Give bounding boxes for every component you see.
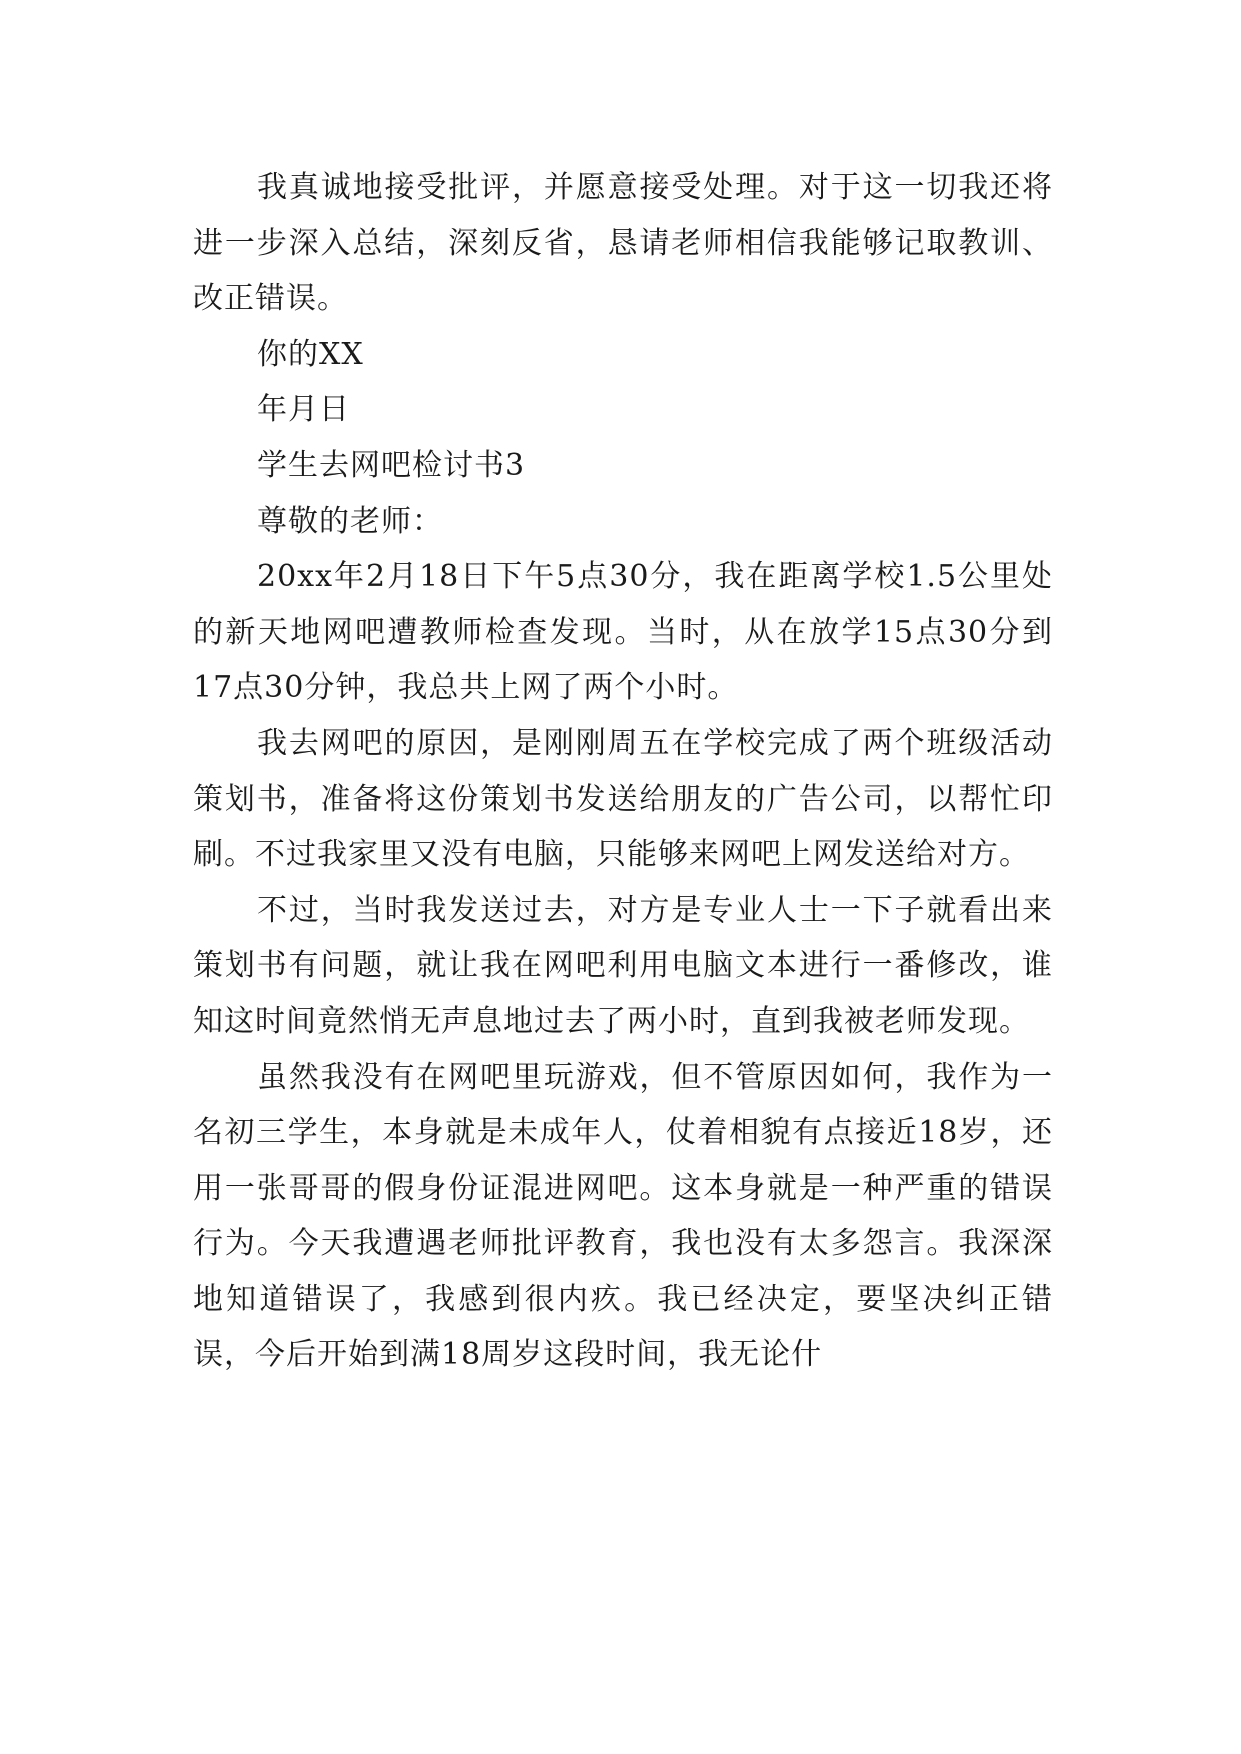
paragraph-explanation: 不过，当时我发送过去，对方是专业人士一下子就看出来策划书有问题，就让我在网吧利用电脑文本进行一番修改，谁知这时间竟然悄无声息地过去了两小时，直到我被老师发现。 — [193, 892, 1053, 1039]
section-title: 学生去网吧检讨书3 — [257, 447, 526, 483]
paragraph-reflection: 虽然我没有在网吧里玩游戏，但不管原因如何，我作为一名初三学生，本身就是未成年人，仗着相貌有点接近18岁，还用一张哥哥的假身份证混进网吧。这本身就是一种严重的错误行为。今天我遭遇老师批评教育，我也没有太多怨言。我深深地知道错误了，我感到很内疚。我已经决定，要坚决纠正错误，今后开始到满18周岁这段时间，我无论什 — [193, 1059, 1053, 1373]
document-page — [193, 160, 1053, 1383]
date-line: 年月日 — [257, 392, 350, 428]
salutation: 尊敬的老师： — [257, 503, 443, 539]
paragraph-reason: 我去网吧的原因，是刚刚周五在学校完成了两个班级活动策划书，准备将这份策划书发送给朋友的广告公司，以帮忙印刷。不过我家里又没有电脑，只能够来网吧上网发送给对方。 — [193, 725, 1053, 873]
paragraph-incident: 20xx年2月18日下午5点30分，我在距离学校1.5公里处的新天地网吧遭教师检查发现。当时，从在放学15点30分到17点30分钟，我总共上网了两个小时。 — [193, 559, 1053, 706]
signature-line: 你的XX — [257, 336, 364, 372]
paragraph-acceptance: 我真诚地接受批评，并愿意接受处理。对于这一切我还将进一步深入总结，深刻反省，恳请老师相信我能够记取教训、改正错误。 — [193, 170, 1053, 317]
